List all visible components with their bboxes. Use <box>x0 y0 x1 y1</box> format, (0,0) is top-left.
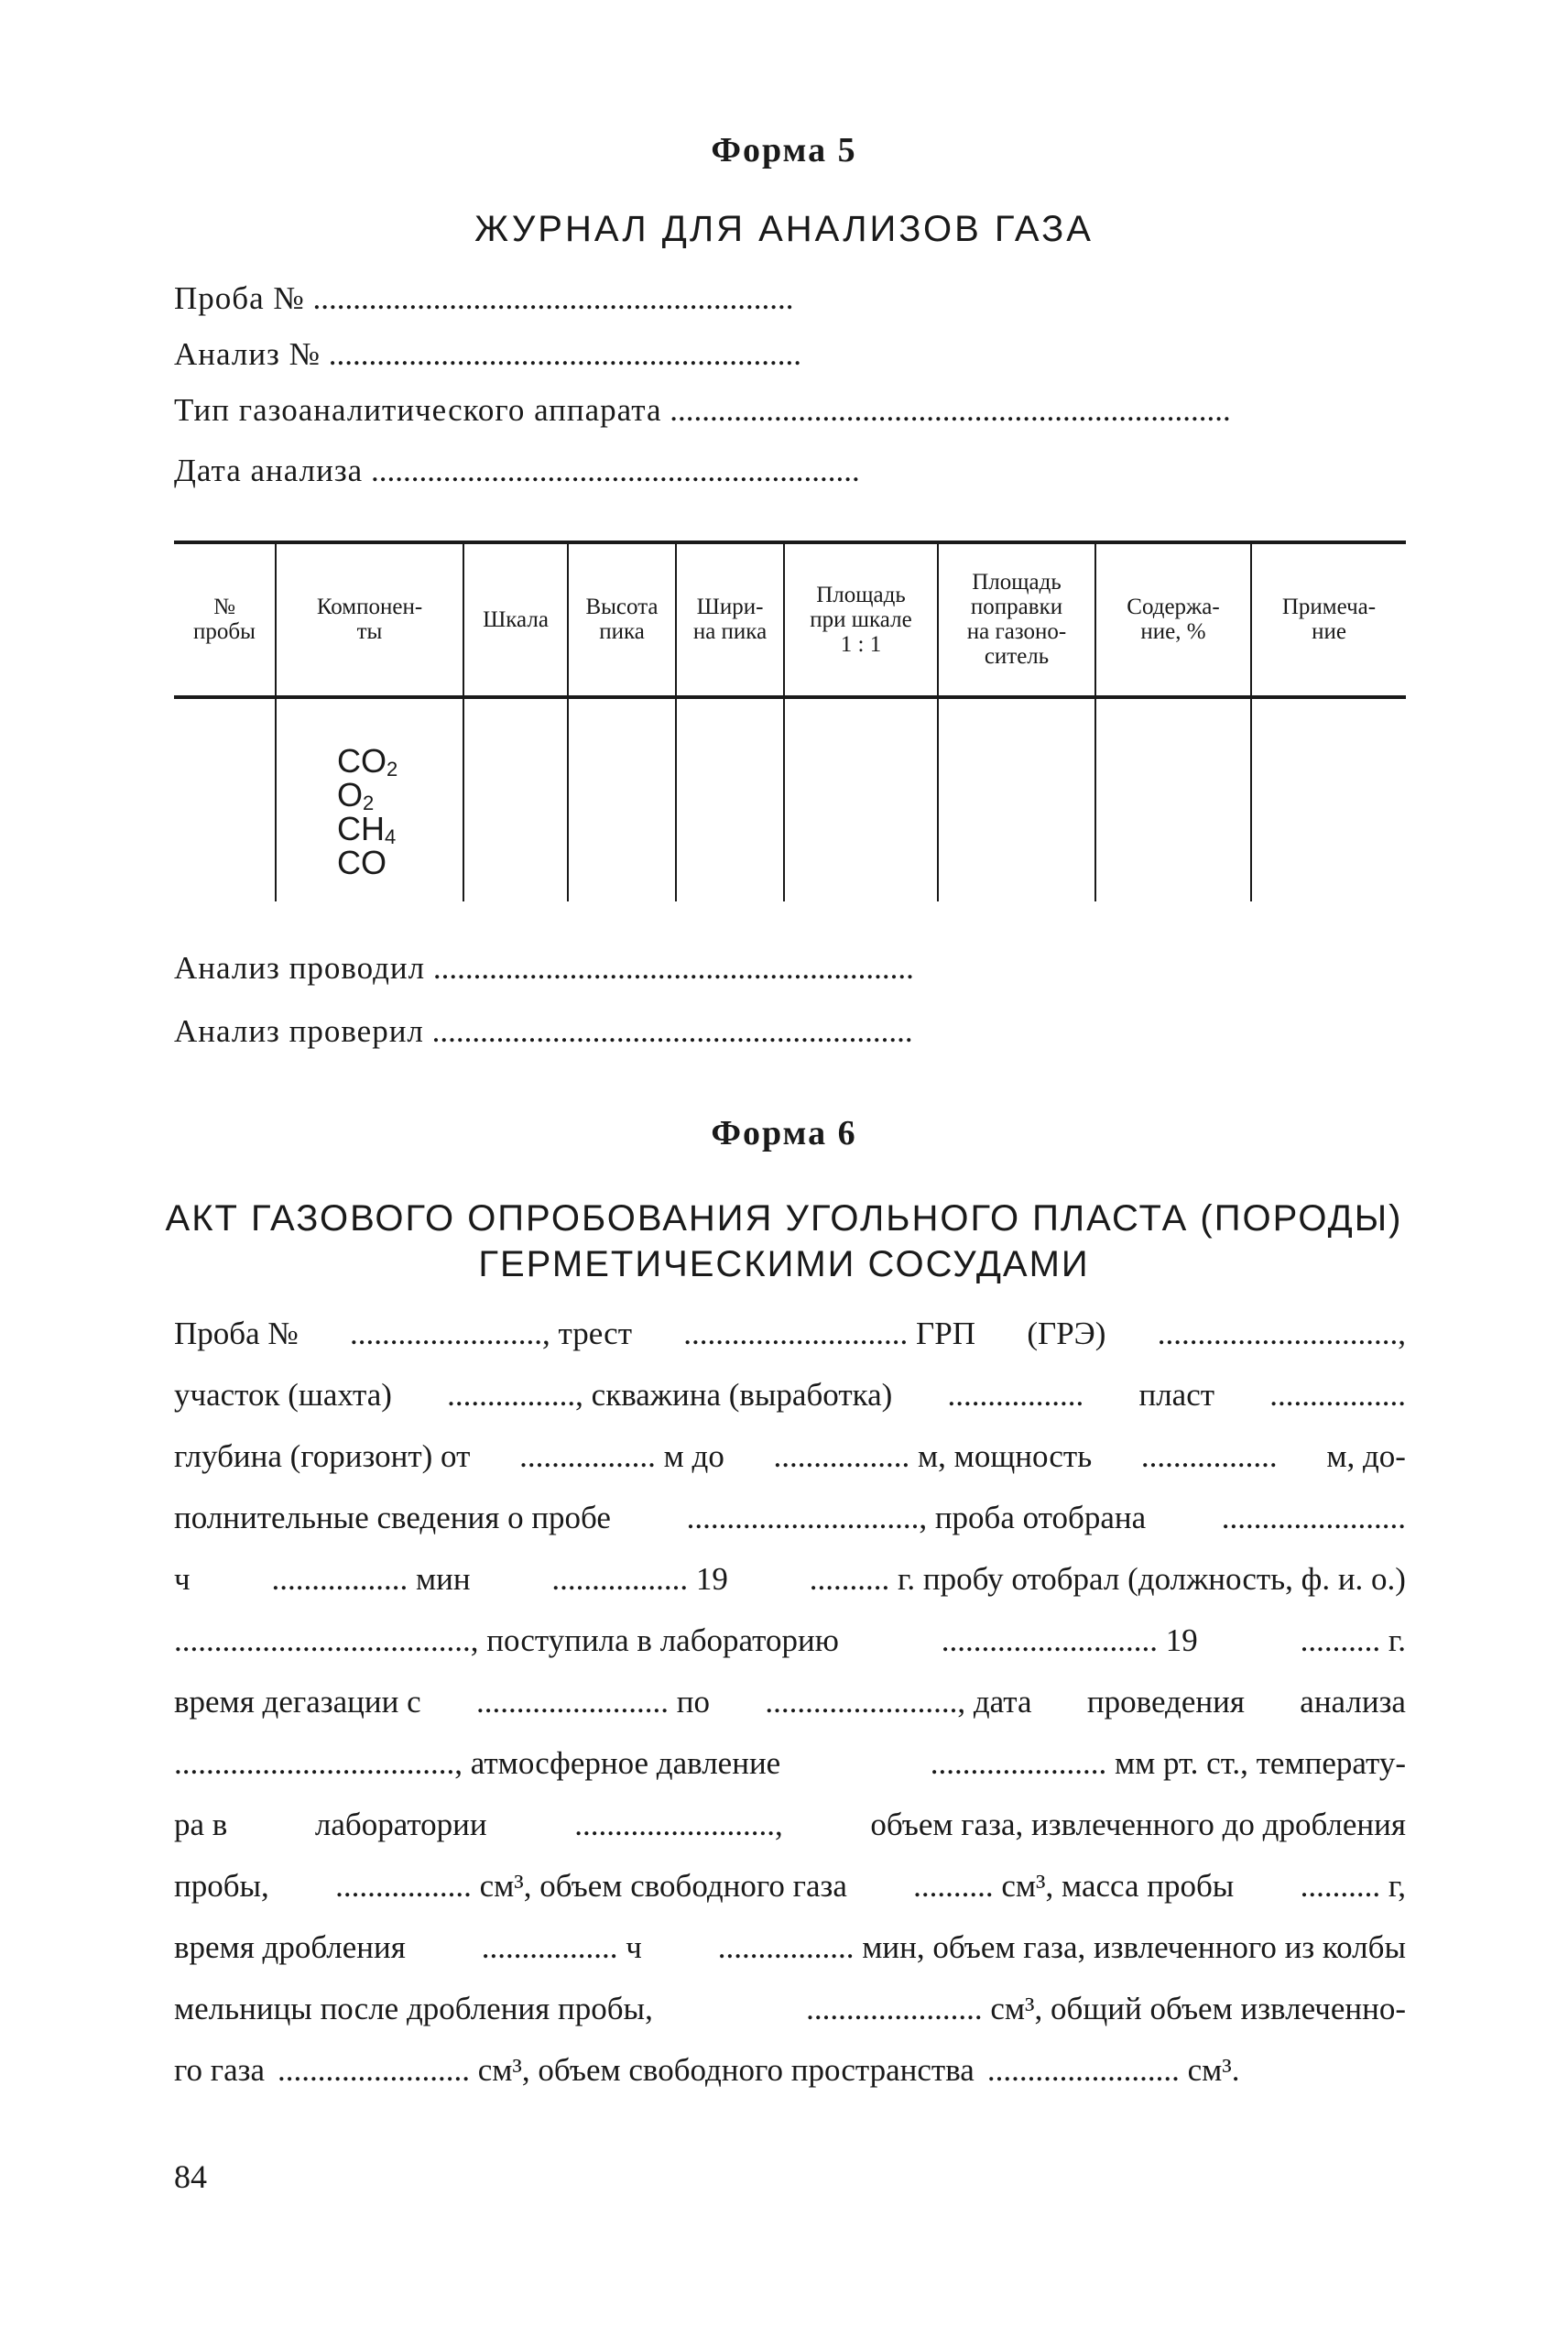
component-o2: $O_2$ <box>337 776 375 814</box>
body-line: го газа ........................ см³, объем свободного пространства ........................ см³. <box>174 2052 1240 2088</box>
component-co2: $CO_2$ <box>337 742 398 781</box>
body-line: участок (шахта) ................, скважина (выработка) ................. пласт ................. <box>174 1377 1406 1413</box>
field-analysis-number: Анализ № ........................................................... <box>174 336 802 372</box>
table-header-sample-no: № пробы <box>193 595 256 644</box>
body-line: мельницы после дробления пробы, ...................... см³, общий объем извлеченно- <box>174 1991 1406 2026</box>
body-line: время дегазации с ........................ по ........................, дата проведения анализа <box>174 1684 1406 1720</box>
body-line: ч ................. мин ................. 19 .......... г. пробу отобрал (должность, ф. и. о.) <box>174 1561 1406 1597</box>
table-top-rule <box>174 541 1406 544</box>
signature-checked-by: Анализ проверил ............................................................ <box>174 1013 913 1049</box>
body-line: ра в лаборатории ........................., объем газа, извлеченного до дробления <box>174 1807 1406 1842</box>
table-header-area-correction: Площадь поправки на газоно- ситель <box>966 570 1067 669</box>
form5-heading: Форма 5 <box>711 131 857 169</box>
table-header-components: Компонен- ты <box>316 595 423 644</box>
component-ch4: $CH_4$ <box>337 810 397 848</box>
body-line: ....................................., поступила в лабораторию ........................... 19 .......... г. <box>174 1622 1406 1658</box>
table-header-note: Примеча- ние <box>1281 595 1377 644</box>
table-header-peak-width: Шири- на пика <box>692 595 768 644</box>
body-line: полнительные сведения о пробе ............................., проба отобрана ....................... <box>174 1500 1406 1535</box>
form6-title: АКТ ГАЗОВОГО ОПРОБОВАНИЯ УГОЛЬНОГО ПЛАСТА (ПОРОДЫ) ГЕРМЕТИЧЕСКИМИ СОСУДАМИ <box>165 1198 1403 1284</box>
form6-body <box>174 1316 1406 2113</box>
table-header-content-percent: Содержа- ние, % <box>1127 595 1220 644</box>
table-header-scale: Шкала <box>483 607 549 632</box>
table-header-area-scale: Площадь при шкале 1 : 1 <box>810 583 912 657</box>
field-sample-number: Проба № ............................................................ <box>174 280 794 316</box>
signature-performed-by: Анализ проводил ............................................................ <box>174 950 914 986</box>
field-analysis-date: Дата анализа ............................................................. <box>174 453 860 488</box>
field-apparatus-type: Тип газоаналитического аппарата ...................................................................... <box>174 392 1231 428</box>
form6-heading: Форма 6 <box>711 1114 857 1152</box>
body-line: пробы, ................. см³, объем свободного газа .......... см³, масса пробы .......... г, <box>174 1868 1406 1904</box>
body-line: время дробления ................. ч ................. мин, объем газа, извлеченного из колбы <box>174 1929 1406 1965</box>
table-col-divider <box>463 544 464 901</box>
body-line: глубина (горизонт) от ................. м до ................. м, мощность ................. м, до- <box>174 1438 1406 1474</box>
form5-title: ЖУРНАЛ ДЛЯ АНАЛИЗОВ ГАЗА <box>474 209 1094 249</box>
table-header-rule <box>174 695 1406 699</box>
body-line: ..................................., атмосферное давление ...................... мм рт. ст., температу- <box>174 1745 1406 1781</box>
component-co: CO <box>337 844 387 881</box>
body-line: Проба № ........................, трест ............................ ГРП (ГРЭ) .............................., <box>174 1316 1406 1351</box>
page-number: 84 <box>174 2158 207 2195</box>
table-header-peak-height: Высота пика <box>585 595 659 644</box>
